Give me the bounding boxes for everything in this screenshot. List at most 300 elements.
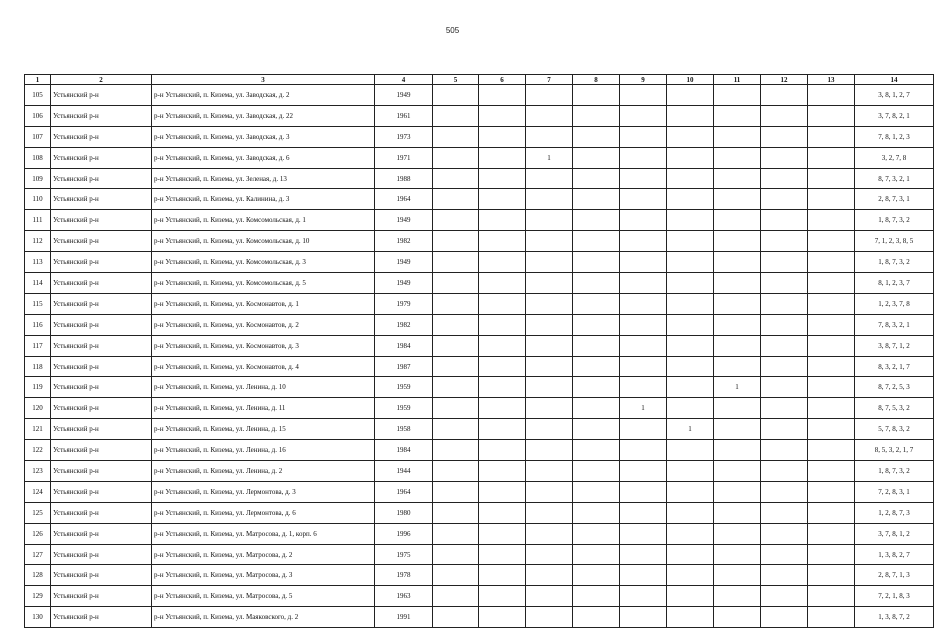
cell-col-8 (573, 461, 620, 482)
cell-col-10 (667, 168, 714, 189)
cell-col-14: 7, 2, 8, 3, 1 (855, 481, 934, 502)
table-row (25, 147, 934, 168)
column-header-1: 1 (25, 75, 51, 85)
cell-col-5 (433, 210, 479, 231)
cell-col-6 (479, 607, 526, 628)
cell-col-7: 1 (526, 147, 573, 168)
cell-col-6 (479, 293, 526, 314)
cell-col-10 (667, 356, 714, 377)
cell-col-5 (433, 147, 479, 168)
cell-col-11 (714, 398, 761, 419)
header-row (25, 75, 934, 85)
cell-col-13 (808, 314, 855, 335)
cell-col-11 (714, 126, 761, 147)
cell-col-12 (761, 231, 808, 252)
cell-col-6 (479, 481, 526, 502)
cell-col-8 (573, 398, 620, 419)
cell-col-10 (667, 586, 714, 607)
cell-district: Устьянский р-н (51, 85, 152, 106)
cell-address: р-н Устьянский, п. Кизема, ул. Космонавтов, д. 4 (152, 356, 375, 377)
cell-col-10 (667, 314, 714, 335)
cell-row-number: 117 (25, 335, 51, 356)
cell-col-5 (433, 356, 479, 377)
cell-district: Устьянский р-н (51, 377, 152, 398)
cell-col-5 (433, 126, 479, 147)
cell-row-number: 130 (25, 607, 51, 628)
cell-col-7 (526, 85, 573, 106)
cell-col-8 (573, 419, 620, 440)
cell-year: 1949 (375, 252, 433, 273)
cell-col-6 (479, 419, 526, 440)
cell-col-13 (808, 335, 855, 356)
cell-col-14: 8, 7, 3, 2, 1 (855, 168, 934, 189)
cell-col-11 (714, 273, 761, 294)
cell-district: Устьянский р-н (51, 565, 152, 586)
cell-col-11 (714, 356, 761, 377)
cell-col-5 (433, 377, 479, 398)
cell-col-6 (479, 398, 526, 419)
cell-district: Устьянский р-н (51, 440, 152, 461)
cell-col-6 (479, 440, 526, 461)
cell-row-number: 119 (25, 377, 51, 398)
cell-col-5 (433, 335, 479, 356)
cell-col-8 (573, 252, 620, 273)
table-row (25, 398, 934, 419)
cell-address: р-н Устьянский, п. Кизема, ул. Калинина, д. 3 (152, 189, 375, 210)
cell-col-12 (761, 523, 808, 544)
cell-row-number: 105 (25, 85, 51, 106)
cell-col-8 (573, 523, 620, 544)
cell-address: р-н Устьянский, п. Кизема, ул. Ленина, д. 11 (152, 398, 375, 419)
cell-address: р-н Устьянский, п. Кизема, ул. Комсомольская, д. 1 (152, 210, 375, 231)
cell-col-9 (620, 147, 667, 168)
cell-row-number: 122 (25, 440, 51, 461)
cell-address: р-н Устьянский, п. Кизема, ул. Заводская, д. 6 (152, 147, 375, 168)
cell-col-11 (714, 586, 761, 607)
cell-col-14: 1, 3, 8, 7, 2 (855, 607, 934, 628)
cell-district: Устьянский р-н (51, 189, 152, 210)
cell-district: Устьянский р-н (51, 293, 152, 314)
cell-col-5 (433, 419, 479, 440)
cell-col-12 (761, 419, 808, 440)
cell-address: р-н Устьянский, п. Кизема, ул. Ленина, д. 15 (152, 419, 375, 440)
cell-address: р-н Устьянский, п. Кизема, ул. Заводская, д. 2 (152, 85, 375, 106)
cell-district: Устьянский р-н (51, 607, 152, 628)
cell-col-13 (808, 481, 855, 502)
cell-district: Устьянский р-н (51, 273, 152, 294)
cell-col-6 (479, 586, 526, 607)
cell-col-5 (433, 252, 479, 273)
cell-col-9 (620, 502, 667, 523)
cell-col-7 (526, 189, 573, 210)
cell-row-number: 110 (25, 189, 51, 210)
cell-year: 1978 (375, 565, 433, 586)
cell-address: р-н Устьянский, п. Кизема, ул. Лермонтова, д. 6 (152, 502, 375, 523)
cell-address: р-н Устьянский, п. Кизема, ул. Маяковского, д. 2 (152, 607, 375, 628)
cell-col-8 (573, 544, 620, 565)
cell-col-12 (761, 565, 808, 586)
cell-col-14: 3, 2, 7, 8 (855, 147, 934, 168)
cell-col-10 (667, 293, 714, 314)
cell-col-12 (761, 502, 808, 523)
cell-col-14: 7, 1, 2, 3, 8, 5 (855, 231, 934, 252)
table-row (25, 126, 934, 147)
cell-year: 1980 (375, 502, 433, 523)
cell-year: 1964 (375, 481, 433, 502)
cell-col-6 (479, 126, 526, 147)
cell-row-number: 109 (25, 168, 51, 189)
cell-col-10 (667, 398, 714, 419)
cell-col-7 (526, 398, 573, 419)
cell-year: 1964 (375, 189, 433, 210)
cell-col-9: 1 (620, 398, 667, 419)
cell-year: 1958 (375, 419, 433, 440)
cell-row-number: 116 (25, 314, 51, 335)
cell-district: Устьянский р-н (51, 168, 152, 189)
cell-row-number: 108 (25, 147, 51, 168)
cell-col-6 (479, 252, 526, 273)
cell-col-12 (761, 481, 808, 502)
cell-col-6 (479, 356, 526, 377)
cell-col-6 (479, 544, 526, 565)
cell-year: 1961 (375, 105, 433, 126)
table-row (25, 502, 934, 523)
cell-col-14: 1, 2, 8, 7, 3 (855, 502, 934, 523)
cell-col-13 (808, 252, 855, 273)
cell-row-number: 120 (25, 398, 51, 419)
cell-col-14: 8, 7, 2, 5, 3 (855, 377, 934, 398)
cell-address: р-н Устьянский, п. Кизема, ул. Заводская, д. 3 (152, 126, 375, 147)
data-table (24, 74, 934, 628)
table-row (25, 440, 934, 461)
cell-col-5 (433, 293, 479, 314)
cell-col-6 (479, 377, 526, 398)
cell-col-8 (573, 126, 620, 147)
cell-col-14: 7, 2, 1, 8, 3 (855, 586, 934, 607)
cell-col-14: 1, 8, 7, 3, 2 (855, 210, 934, 231)
cell-col-6 (479, 85, 526, 106)
cell-col-14: 5, 7, 8, 3, 2 (855, 419, 934, 440)
cell-col-11 (714, 168, 761, 189)
cell-col-12 (761, 189, 808, 210)
cell-col-7 (526, 461, 573, 482)
cell-col-7 (526, 252, 573, 273)
cell-col-12 (761, 210, 808, 231)
table-row (25, 189, 934, 210)
cell-col-14: 8, 5, 3, 2, 1, 7 (855, 440, 934, 461)
cell-col-13 (808, 147, 855, 168)
cell-col-11 (714, 461, 761, 482)
cell-address: р-н Устьянский, п. Кизема, ул. Зеленая, д. 13 (152, 168, 375, 189)
cell-row-number: 106 (25, 105, 51, 126)
cell-col-5 (433, 502, 479, 523)
cell-col-11 (714, 231, 761, 252)
cell-district: Устьянский р-н (51, 210, 152, 231)
cell-col-11 (714, 252, 761, 273)
cell-col-12 (761, 335, 808, 356)
cell-col-10 (667, 273, 714, 294)
table-row (25, 419, 934, 440)
cell-col-5 (433, 481, 479, 502)
cell-year: 1987 (375, 356, 433, 377)
cell-year: 1996 (375, 523, 433, 544)
cell-col-5 (433, 565, 479, 586)
cell-district: Устьянский р-н (51, 544, 152, 565)
cell-row-number: 115 (25, 293, 51, 314)
cell-district: Устьянский р-н (51, 105, 152, 126)
cell-year: 1982 (375, 314, 433, 335)
cell-col-7 (526, 231, 573, 252)
cell-col-14: 1, 3, 8, 2, 7 (855, 544, 934, 565)
cell-col-11 (714, 502, 761, 523)
cell-col-8 (573, 607, 620, 628)
cell-district: Устьянский р-н (51, 335, 152, 356)
cell-col-13 (808, 544, 855, 565)
cell-col-7 (526, 586, 573, 607)
cell-col-5 (433, 523, 479, 544)
cell-col-7 (526, 502, 573, 523)
cell-col-11 (714, 481, 761, 502)
column-header-8: 8 (573, 75, 620, 85)
cell-col-14: 3, 7, 8, 2, 1 (855, 105, 934, 126)
cell-col-7 (526, 356, 573, 377)
cell-row-number: 123 (25, 461, 51, 482)
cell-col-12 (761, 314, 808, 335)
cell-col-14: 8, 7, 5, 3, 2 (855, 398, 934, 419)
cell-year: 1963 (375, 586, 433, 607)
cell-col-10 (667, 544, 714, 565)
cell-col-14: 1, 2, 3, 7, 8 (855, 293, 934, 314)
cell-col-12 (761, 440, 808, 461)
cell-col-13 (808, 607, 855, 628)
cell-col-5 (433, 440, 479, 461)
cell-col-10 (667, 377, 714, 398)
cell-col-14: 8, 1, 2, 3, 7 (855, 273, 934, 294)
cell-col-6 (479, 147, 526, 168)
cell-col-6 (479, 231, 526, 252)
cell-row-number: 125 (25, 502, 51, 523)
cell-col-6 (479, 105, 526, 126)
cell-col-9 (620, 231, 667, 252)
cell-col-7 (526, 335, 573, 356)
cell-address: р-н Устьянский, п. Кизема, ул. Лермонтова, д. 3 (152, 481, 375, 502)
cell-col-12 (761, 461, 808, 482)
table-row (25, 105, 934, 126)
cell-col-8 (573, 335, 620, 356)
cell-col-5 (433, 105, 479, 126)
cell-col-6 (479, 565, 526, 586)
cell-col-7 (526, 126, 573, 147)
cell-col-8 (573, 273, 620, 294)
cell-col-9 (620, 85, 667, 106)
cell-col-11 (714, 85, 761, 106)
cell-col-8 (573, 565, 620, 586)
cell-col-7 (526, 565, 573, 586)
cell-col-5 (433, 314, 479, 335)
cell-col-5 (433, 461, 479, 482)
cell-row-number: 113 (25, 252, 51, 273)
cell-col-9 (620, 314, 667, 335)
cell-district: Устьянский р-н (51, 523, 152, 544)
cell-year: 1949 (375, 85, 433, 106)
cell-col-12 (761, 377, 808, 398)
cell-col-10 (667, 105, 714, 126)
cell-year: 1991 (375, 607, 433, 628)
cell-col-9 (620, 189, 667, 210)
cell-col-14: 3, 8, 1, 2, 7 (855, 85, 934, 106)
cell-district: Устьянский р-н (51, 252, 152, 273)
cell-col-12 (761, 356, 808, 377)
cell-col-9 (620, 273, 667, 294)
cell-address: р-н Устьянский, п. Кизема, ул. Космонавтов, д. 1 (152, 293, 375, 314)
table-row (25, 293, 934, 314)
cell-year: 1959 (375, 398, 433, 419)
cell-col-11 (714, 544, 761, 565)
cell-address: р-н Устьянский, п. Кизема, ул. Заводская, д. 22 (152, 105, 375, 126)
cell-row-number: 121 (25, 419, 51, 440)
table-row (25, 586, 934, 607)
cell-col-7 (526, 440, 573, 461)
cell-row-number: 118 (25, 356, 51, 377)
cell-col-13 (808, 210, 855, 231)
cell-col-8 (573, 210, 620, 231)
cell-col-9 (620, 105, 667, 126)
cell-col-7 (526, 544, 573, 565)
cell-col-13 (808, 461, 855, 482)
cell-col-13 (808, 168, 855, 189)
cell-district: Устьянский р-н (51, 231, 152, 252)
column-header-10: 10 (667, 75, 714, 85)
cell-col-6 (479, 273, 526, 294)
cell-col-14: 2, 8, 7, 1, 3 (855, 565, 934, 586)
cell-address: р-н Устьянский, п. Кизема, ул. Ленина, д. 2 (152, 461, 375, 482)
column-header-12: 12 (761, 75, 808, 85)
cell-col-13 (808, 523, 855, 544)
cell-district: Устьянский р-н (51, 461, 152, 482)
cell-col-11 (714, 419, 761, 440)
cell-col-10 (667, 565, 714, 586)
table-row (25, 544, 934, 565)
cell-col-7 (526, 273, 573, 294)
cell-col-8 (573, 481, 620, 502)
cell-row-number: 112 (25, 231, 51, 252)
cell-col-9 (620, 419, 667, 440)
cell-col-5 (433, 586, 479, 607)
column-header-14: 14 (855, 75, 934, 85)
cell-col-9 (620, 252, 667, 273)
cell-col-5 (433, 273, 479, 294)
cell-col-8 (573, 189, 620, 210)
cell-col-12 (761, 293, 808, 314)
cell-col-9 (620, 377, 667, 398)
cell-col-7 (526, 419, 573, 440)
cell-year: 1944 (375, 461, 433, 482)
table-row (25, 273, 934, 294)
cell-address: р-н Устьянский, п. Кизема, ул. Комсомольская, д. 5 (152, 273, 375, 294)
cell-col-8 (573, 147, 620, 168)
cell-col-9 (620, 440, 667, 461)
cell-col-10 (667, 607, 714, 628)
cell-col-6 (479, 523, 526, 544)
cell-row-number: 128 (25, 565, 51, 586)
cell-col-14: 8, 3, 2, 1, 7 (855, 356, 934, 377)
cell-col-7 (526, 105, 573, 126)
cell-col-10 (667, 440, 714, 461)
cell-year: 1984 (375, 440, 433, 461)
cell-col-9 (620, 126, 667, 147)
cell-year: 1984 (375, 335, 433, 356)
cell-col-10 (667, 231, 714, 252)
cell-col-8 (573, 356, 620, 377)
cell-district: Устьянский р-н (51, 126, 152, 147)
cell-col-5 (433, 398, 479, 419)
cell-col-13 (808, 419, 855, 440)
cell-address: р-н Устьянский, п. Кизема, ул. Комсомольская, д. 3 (152, 252, 375, 273)
column-header-7: 7 (526, 75, 573, 85)
cell-col-8 (573, 377, 620, 398)
cell-col-8 (573, 231, 620, 252)
cell-address: р-н Устьянский, п. Кизема, ул. Комсомольская, д. 10 (152, 231, 375, 252)
cell-col-6 (479, 335, 526, 356)
cell-address: р-н Устьянский, п. Кизема, ул. Космонавтов, д. 3 (152, 335, 375, 356)
cell-district: Устьянский р-н (51, 147, 152, 168)
table-row (25, 481, 934, 502)
cell-col-12 (761, 607, 808, 628)
cell-row-number: 129 (25, 586, 51, 607)
cell-col-11 (714, 210, 761, 231)
cell-col-10 (667, 502, 714, 523)
cell-col-11 (714, 565, 761, 586)
cell-col-12 (761, 168, 808, 189)
cell-col-11 (714, 105, 761, 126)
cell-district: Устьянский р-н (51, 314, 152, 335)
cell-col-5 (433, 85, 479, 106)
cell-col-9 (620, 544, 667, 565)
column-header-2: 2 (51, 75, 152, 85)
cell-year: 1979 (375, 293, 433, 314)
cell-col-12 (761, 586, 808, 607)
cell-col-13 (808, 565, 855, 586)
cell-col-9 (620, 607, 667, 628)
cell-col-14: 1, 8, 7, 3, 2 (855, 252, 934, 273)
cell-district: Устьянский р-н (51, 419, 152, 440)
cell-col-13 (808, 85, 855, 106)
table-row (25, 314, 934, 335)
cell-col-9 (620, 481, 667, 502)
cell-col-12 (761, 126, 808, 147)
cell-district: Устьянский р-н (51, 398, 152, 419)
cell-col-13 (808, 377, 855, 398)
cell-district: Устьянский р-н (51, 586, 152, 607)
cell-col-13 (808, 189, 855, 210)
cell-col-12 (761, 273, 808, 294)
cell-col-13 (808, 502, 855, 523)
cell-col-11 (714, 147, 761, 168)
cell-address: р-н Устьянский, п. Кизема, ул. Космонавтов, д. 2 (152, 314, 375, 335)
cell-year: 1973 (375, 126, 433, 147)
cell-col-8 (573, 586, 620, 607)
cell-col-8 (573, 502, 620, 523)
column-header-13: 13 (808, 75, 855, 85)
table-row (25, 523, 934, 544)
cell-col-11 (714, 293, 761, 314)
table-row (25, 168, 934, 189)
cell-year: 1975 (375, 544, 433, 565)
cell-col-13 (808, 231, 855, 252)
cell-col-5 (433, 607, 479, 628)
column-header-5: 5 (433, 75, 479, 85)
cell-district: Устьянский р-н (51, 356, 152, 377)
